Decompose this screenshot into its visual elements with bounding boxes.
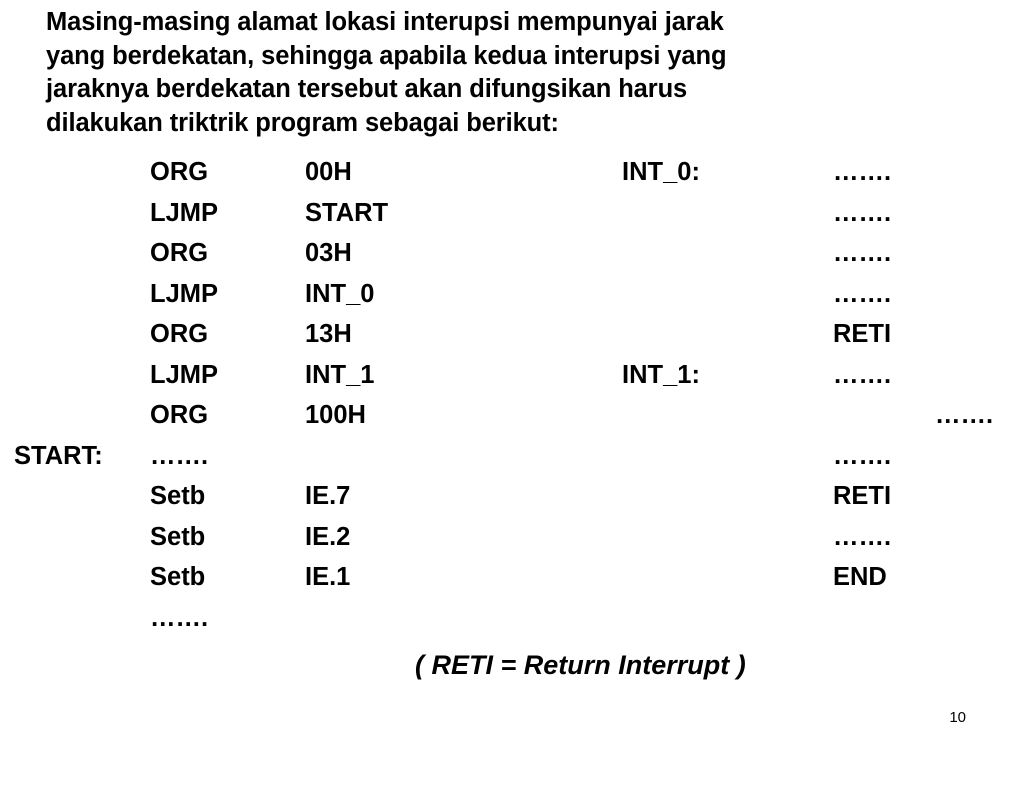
code-mnemonic: LJMP [150,279,219,308]
intro-line: Masing-masing alamat lokasi interupsi mempunyai jarak [46,8,724,36]
intro-paragraph [46,6,986,141]
code-right-text: ……. [833,198,892,227]
code-operand: IE.1 [305,563,351,591]
code-operand: INT_0 [305,279,375,308]
code-row [0,482,1024,523]
code-right-text: ……. [833,522,892,551]
code-mnemonic: Setb [150,522,206,551]
code-row [0,320,1024,361]
code-mnemonic: ……. [150,441,209,470]
code-row [0,563,1024,604]
code-operand: IE.7 [305,482,351,510]
code-row [0,523,1024,564]
code-right-text: RETI [833,320,892,348]
code-mnemonic: LJMP [150,360,219,389]
code-mnemonic: ORG [150,158,209,186]
code-mnemonic: ORG [150,401,209,429]
code-mnemonic: ORG [150,239,209,267]
code-mnemonic: ……. [150,603,209,632]
intro-line: yang berdekatan, sehingga apabila kedua interupsi yang [46,41,727,70]
code-row [0,401,1024,442]
code-row [0,442,1024,483]
code-operand: INT_1 [305,360,375,389]
intro-line: dilakukan triktrik program sebagai berikut: [46,108,559,137]
code-right-label: INT_1: [622,360,700,389]
code-mnemonic: Setb [150,482,206,510]
code-operand: 03H [305,239,352,267]
code-row [0,199,1024,240]
page-number: 10 [949,709,966,726]
code-row [0,604,1024,645]
intro-line: jaraknya berdekatan tersebut akan difungsikan harus [46,75,688,104]
reti-definition-note: ( RETI = Return Interrupt ) [415,650,746,680]
code-operand: START [305,198,389,227]
code-operand: 13H [305,320,352,348]
code-right-text: ……. [833,239,892,267]
code-label: START: [14,441,103,470]
code-mnemonic: ORG [150,320,209,348]
code-right-text: ……. [833,360,892,389]
code-right-text: RETI [833,482,892,510]
code-operand: IE.2 [305,522,351,551]
code-right-text: ……. [935,401,994,429]
code-row [0,158,1024,199]
code-operand: 00H [305,158,352,186]
code-mnemonic: Setb [150,563,206,591]
code-right-label: INT_0: [622,158,700,186]
code-listing [0,158,1024,644]
code-right-text: ……. [833,279,892,308]
code-row [0,280,1024,321]
code-mnemonic: LJMP [150,198,219,227]
code-right-text: END [833,563,887,591]
code-right-text: ……. [833,158,892,186]
code-right-text: ……. [833,441,892,470]
code-row [0,361,1024,402]
code-row [0,239,1024,280]
code-operand: 100H [305,401,366,429]
